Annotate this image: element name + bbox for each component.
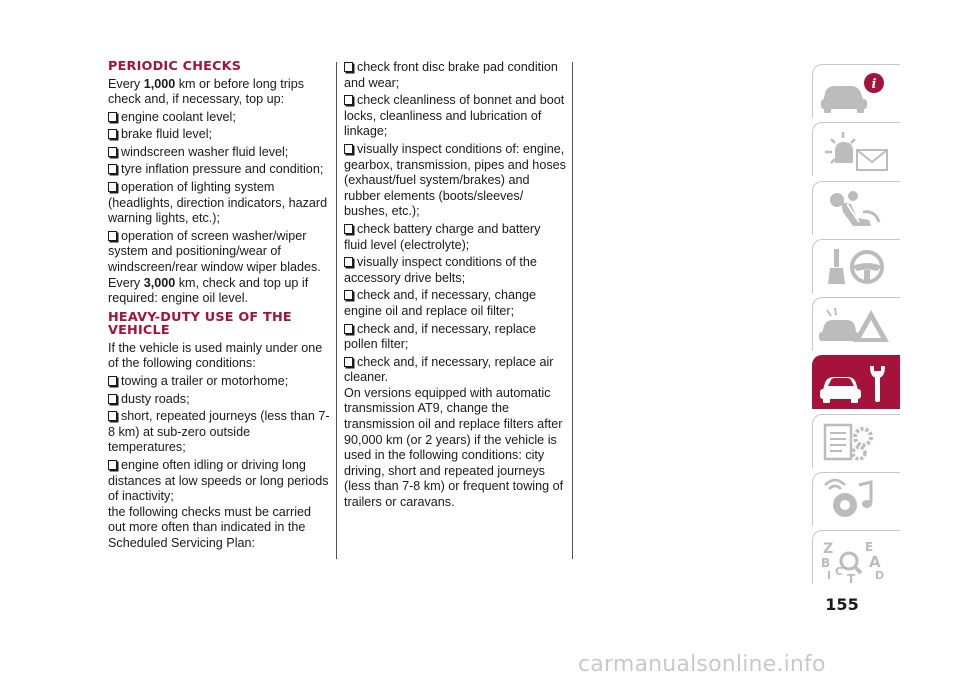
checkbox-bullet-icon xyxy=(344,357,353,367)
checkbox-bullet-icon xyxy=(108,164,117,174)
checkbox-bullet-icon xyxy=(344,324,353,334)
index-letter: C xyxy=(835,565,844,579)
checkbox-bullet-icon xyxy=(108,147,117,157)
check-item: engine coolant level; xyxy=(108,110,330,126)
check-item: windscreen washer fluid level; xyxy=(108,145,330,161)
check-item: check cleanliness of bonnet and boot locks, cleanliness and lubrication of linkage; xyxy=(344,93,565,139)
check-item: check front disc brake pad condition and wear; xyxy=(344,60,558,90)
condition-item: short, repeated journeys (less than 7-8 km) at sub-zero outside temperatures; xyxy=(108,409,330,455)
index-letter: A xyxy=(869,553,881,572)
index-letter: I xyxy=(827,569,832,583)
check-item: operation of lighting system (headlights, direction indicators, hazard warning lights, etc.); xyxy=(108,180,328,226)
heavy-duty-intro: If the vehicle is used mainly under one of the following conditions: xyxy=(108,340,323,371)
chapter-tab-multimedia[interactable] xyxy=(812,472,900,526)
chapter-tab-technical-specifications[interactable] xyxy=(812,414,900,468)
check-item: tyre inflation pressure and condition; xyxy=(108,162,330,178)
check-item: check and, if necessary, replace pollen filter; xyxy=(344,321,536,352)
chapter-tab-safety[interactable] xyxy=(812,181,900,235)
check-item: check and, if necessary, change engine oil and replace oil filter; xyxy=(344,288,536,318)
check-item: visually inspect conditions of: engine, gearbox, transmission, pipes and hoses (exhaust/fuel system/brakes) and rubber elements (boots/sleeves/ bushes, etc.); xyxy=(344,141,566,219)
car-wrench-icon xyxy=(813,356,901,410)
column-divider xyxy=(572,62,573,559)
km-value: 1,000 xyxy=(143,76,176,91)
car-info-icon xyxy=(813,65,901,119)
left-text-column xyxy=(108,60,330,554)
checkbox-bullet-icon xyxy=(108,376,117,386)
checkbox-bullet-icon xyxy=(108,460,117,470)
checkbox-bullet-icon xyxy=(344,224,353,234)
checkbox-bullet-icon xyxy=(344,290,353,300)
check-item: brake fluid level; xyxy=(108,127,330,143)
multimedia-music-icon xyxy=(813,473,901,527)
alphabetical-index-icon xyxy=(813,531,901,585)
index-letter: B xyxy=(821,556,831,571)
condition-item: towing a trailer or motorhome; xyxy=(108,374,330,390)
checkbox-bullet-icon xyxy=(108,394,117,404)
chapter-tab-servicing-care[interactable] xyxy=(812,355,900,409)
index-letter: Z xyxy=(823,541,834,558)
index-letter: E xyxy=(865,540,874,555)
section-heading-periodic-checks: PERIODIC CHECKS xyxy=(108,59,242,74)
checkbox-bullet-icon xyxy=(108,129,117,139)
chapter-tab-index[interactable] xyxy=(812,530,900,584)
checkbox-bullet-icon xyxy=(108,112,117,122)
at9-note: On versions equipped with automatic transmission AT9, change the transmission oil and replace filters after 90,000 km (or 2 years) if the vehicle is used in the following conditions: city driving, short and repeated journeys (less than 7-8 km) or frequent towing of trailers or caravans. xyxy=(344,385,564,510)
km-value: 3,000 xyxy=(143,275,176,290)
chapter-tab-starting-driving[interactable] xyxy=(812,239,900,293)
periodic-intro: Every 1,000 km or before long trips check and, if necessary, top up: xyxy=(108,76,305,107)
index-letter: D xyxy=(875,569,885,583)
chapter-tabs xyxy=(812,64,900,589)
checkbox-bullet-icon xyxy=(344,257,353,267)
column-divider xyxy=(336,62,337,559)
section-heading-heavy-duty: HEAVY-DUTY USE OF THE VEHICLE xyxy=(108,309,292,339)
checkbox-bullet-icon xyxy=(108,182,117,192)
engine-oil-check: Every 3,000 km, check and top up if required: engine oil level. xyxy=(108,275,309,306)
checkbox-bullet-icon xyxy=(344,144,353,154)
checkbox-bullet-icon xyxy=(344,62,353,72)
page-number: 155 xyxy=(825,595,859,614)
check-item: operation of screen washer/wiper system and positioning/wear of windscreen/rear window wiper blades. xyxy=(108,228,321,275)
condition-item: dusty roads; xyxy=(108,392,330,408)
key-steering-wheel-icon xyxy=(813,240,901,294)
airbag-seat-icon xyxy=(813,182,901,236)
chapter-tab-warning-lights[interactable] xyxy=(812,122,900,176)
condition-item: engine often idling or driving long distances at low speeds or long periods of inactivity; xyxy=(108,457,329,504)
heavy-duty-outro: the following checks must be carried out more often than indicated in the Scheduled Servicing Plan: xyxy=(108,504,311,550)
car-crash-warning-icon xyxy=(813,298,901,352)
specifications-gears-icon xyxy=(813,415,901,469)
check-item: check battery charge and battery fluid level (electrolyte); xyxy=(344,221,541,252)
checkbox-bullet-icon xyxy=(108,231,117,241)
check-item: check and, if necessary, replace air cleaner. xyxy=(344,354,554,385)
watermark: carmanualsonline.info xyxy=(578,652,826,677)
warning-light-message-icon xyxy=(813,123,901,177)
checkbox-bullet-icon xyxy=(344,95,353,105)
right-text-column xyxy=(344,60,566,513)
svg-text:i: i xyxy=(871,77,877,92)
chapter-tab-emergency[interactable] xyxy=(812,297,900,351)
index-letter: T xyxy=(847,572,856,586)
chapter-tab-knowing-your-car[interactable] xyxy=(812,64,900,118)
checkbox-bullet-icon xyxy=(108,411,117,421)
check-item: visually inspect conditions of the accessory drive belts; xyxy=(344,255,537,285)
